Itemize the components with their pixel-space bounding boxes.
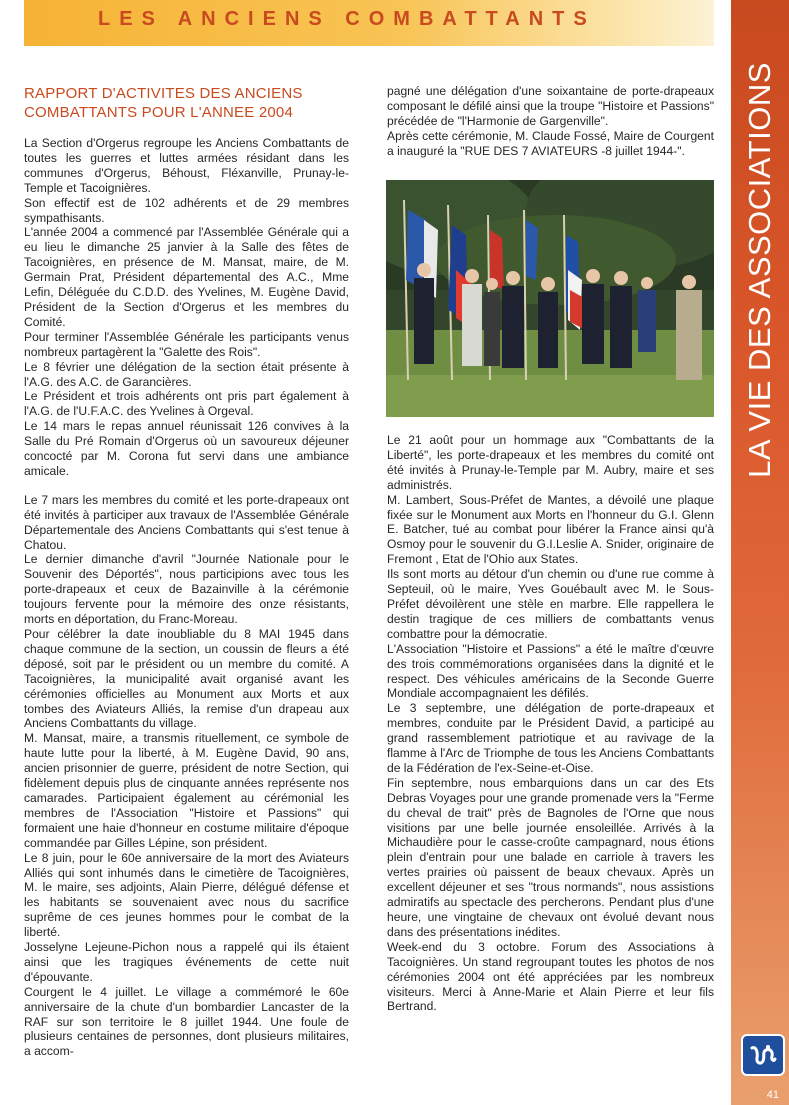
article-title-line-1: RAPPORT D'ACTIVITES DES ANCIENS [24,85,303,102]
ceremony-photo [386,180,714,417]
paragraph: L'année 2004 a commencé par l'Assemblée Générale qui a eu lieu le dimanche 25 janvier à la Salle des fêtes de Tacoignières, en présence de M. Mansat, maire, de M. Germain Prat, Président départemental des A.C., Mme Lefin, Déléguée du C.D.D. des Yvelines, M. Eugène David, Président de la Section d'Orgerus et les membres du Comité. [24,225,349,329]
paragraph: Son effectif est de 102 adhérents et de 29 membres sympathisants. [24,195,349,225]
paragraph: Le 14 mars le repas annuel réunissait 126 convives à la Salle du Pré Romain d'Orgerus où un savoureux déjeuner concocté par M. Corona fut servi dans une ambiance amicale. [24,419,349,478]
paragraph: Le 21 août pour un hommage aux "Combattants de la Liberté", les porte-drapeaux et les membres du comité ont été invités à Prunay-le-Temple par M. Aubry, maire et ses administrés. [387,433,714,492]
paragraph: Le dernier dimanche d'avril "Journée Nationale pour le Souvenir des Déportés", nous participions avec tous les porte-drapeaux et ceux de Bazainville à la cérémonie toujours fervente pour la mémoire des onze résistants, morts en déportation, du Franc-Moreau. [24,552,349,627]
paragraph: L'Association "Histoire et Passions" a été le maître d'œuvre des trois commémorations organisées dans la dignité et le respect. Des véhicules américains de la Seconde Guerre Mondiale accompagnaient les défilés. [387,641,714,701]
page-number: 41 [766,1089,779,1101]
article-title-line-2: COMBATTANTS POUR L'ANNEE 2004 [24,104,294,121]
paragraph: Week-end du 3 octobre. Forum des Associations à Tacoignières. Un stand regroupant toutes les photos de nos cérémonies 2004 ont été appréciées par les nombreux visiteurs. Merci à Anne-Marie et Alain Pierre et leur fils Bertrand. [387,939,714,1014]
side-title: LA VIE DES ASSOCIATIONS [742,62,778,478]
article-title [24,84,349,122]
paragraph: pagné une délégation d'une soixantaine de porte-drapeaux composant le défilé ainsi que la troupe "Histoire et Passions" précédée de "l'Harmonie de Gargenville". [387,84,714,128]
paragraph: La Section d'Orgerus regroupe les Anciens Combattants de toutes les guerres et luttes armées résidant dans les communes d'Orgerus, Béhoust, Fléxanville, Prunay-le-Temple et Tacoignières. [24,136,349,195]
paragraph: Josselyne Lejeune-Pichon nous a rappelé qui ils étaient ainsi que les tragiques événements de cette nuit d'épouvante. [24,940,349,984]
article-column-right-bottom [387,433,714,1014]
paragraph: Le 7 mars les membres du comité et les porte-drapeaux ont été invités à participer aux travaux de l'Assemblée Générale Départementale des Anciens Combattants qui s'est tenue à Chatou. [24,492,349,552]
paragraph: M. Lambert, Sous-Préfet de Mantes, a dévoilé une plaque fixée sur le Monument aux Morts en l'honneur du G.I. Glenn E. Batcher, tué au combat pour libérer la France ainsi qu'à Osmoy pour le souvenir du G.I.Leslie A. Snider, originaire de Fremont , Etat de l'Ohio aux States. [387,492,714,567]
association-logo-icon [741,1034,785,1076]
section-banner [24,0,714,46]
paragraph: Courgent le 4 juillet. Le village a commémoré le 60e anniversaire de la chute d'un bombardier Lancaster de la RAF sur son territoire le 8 juillet 1944. Une foule de plusieurs centaines de personnes, dont plusieurs militaires, a accom- [24,984,349,1059]
paragraph: Fin septembre, nous embarquions dans un car des Ets Debras Voyages pour une grande promenade vers la "Ferme du cheval de trait" près de Bagnoles de l'Orne que nous visitions par une belle journée ensoleillée. Arrivés à la Michaudière pour le casse-croûte campagnard, nous étions plein d'entrain pour une balade en carriole à travers les vertes prairies où paissent de beaux chevaux. Après un excellent déjeuner et ses "trous normands", nous assistions admiratifs au spectacle des percherons. Pendant plus d'une heure, une vingtaine de chevaux ont évolué devant nous dans des présentations inédites. [387,775,714,939]
paragraph: Le Président et trois adhérents ont pris part également à l'A.G. de l'U.F.A.C. des Yvelines à Orgeval. [24,389,349,419]
paragraph: Ils sont morts au détour d'un chemin ou d'une rue comme à Septeuil, où le maire, Yves Gouébault avec M. le Sous-Préfet dévoilèrent une stèle en marbre. Elle rappellera le destin tragique de ces milliers de combattants venus combattre pour la démocratie. [387,567,714,641]
paragraph: Le 8 février une délégation de la section était présente à l'A.G. des A.C. de Garancières. [24,359,349,389]
side-band [731,0,789,1105]
paragraph: Après cette cérémonie, M. Claude Fossé, Maire de Courgent a inauguré la "RUE DES 7 AVIATEURS -8 juillet 1944-". [387,128,714,158]
paragraph: Le 3 septembre, une délégation de porte-drapeaux et membres, conduite par le Président David, a participé au grand rassemblement patriotique et au ravivage de la flamme à l'Arc de Triomphe de tous les Anciens Combattants de la Fédération de l'ex-Seine-et-Oise. [387,701,714,775]
article-column-left [24,84,349,1059]
paragraph: Le 8 juin, pour le 60e anniversaire de la mort des Aviateurs Alliés qui sont inhumés dans le cimetière de Tacoignières, M. le maire, ses adjoints, Alain Pierre, délégué défense et les habitants se souvenaient avec nous du sacrifice suprême de ces jeunes hommes pour le combat de la liberté. [24,850,349,940]
paragraph: Pour terminer l'Assemblée Générale les participants venus nombreux partagèrent la "Galette des Rois". [24,329,349,359]
side-title-wrap [733,60,787,480]
article-column-right-top [387,84,714,159]
paragraph: Pour célébrer la date inoubliable du 8 MAI 1945 dans chaque commune de la section, un coussin de fleurs a été déposé, soit par le président ou un membre du comité. A Tacoignières, la municipalité avait organisé avant les cérémonies officielles au Monument aux Morts et aux tombes des Aviateurs Alliés, la remise d'un drapeau aux Anciens Combattants du village. [24,627,349,731]
paragraph: M. Mansat, maire, a transmis rituellement, ce symbole de haute lutte pour la liberté, à M. Eugène David, 90 ans, ancien prisonnier de guerre, président de notre Section, qui fidèlement depuis plus de cinquante années représente nos camarades. Participaient également au cérémonial les membres de l'Association "Histoire et Passions" qui formaient une haie d'honneur en costume militaire d'époque commandée par Gilles Lépine, son président. [24,731,349,850]
section-title: LES ANCIENS COMBATTANTS [98,8,596,30]
